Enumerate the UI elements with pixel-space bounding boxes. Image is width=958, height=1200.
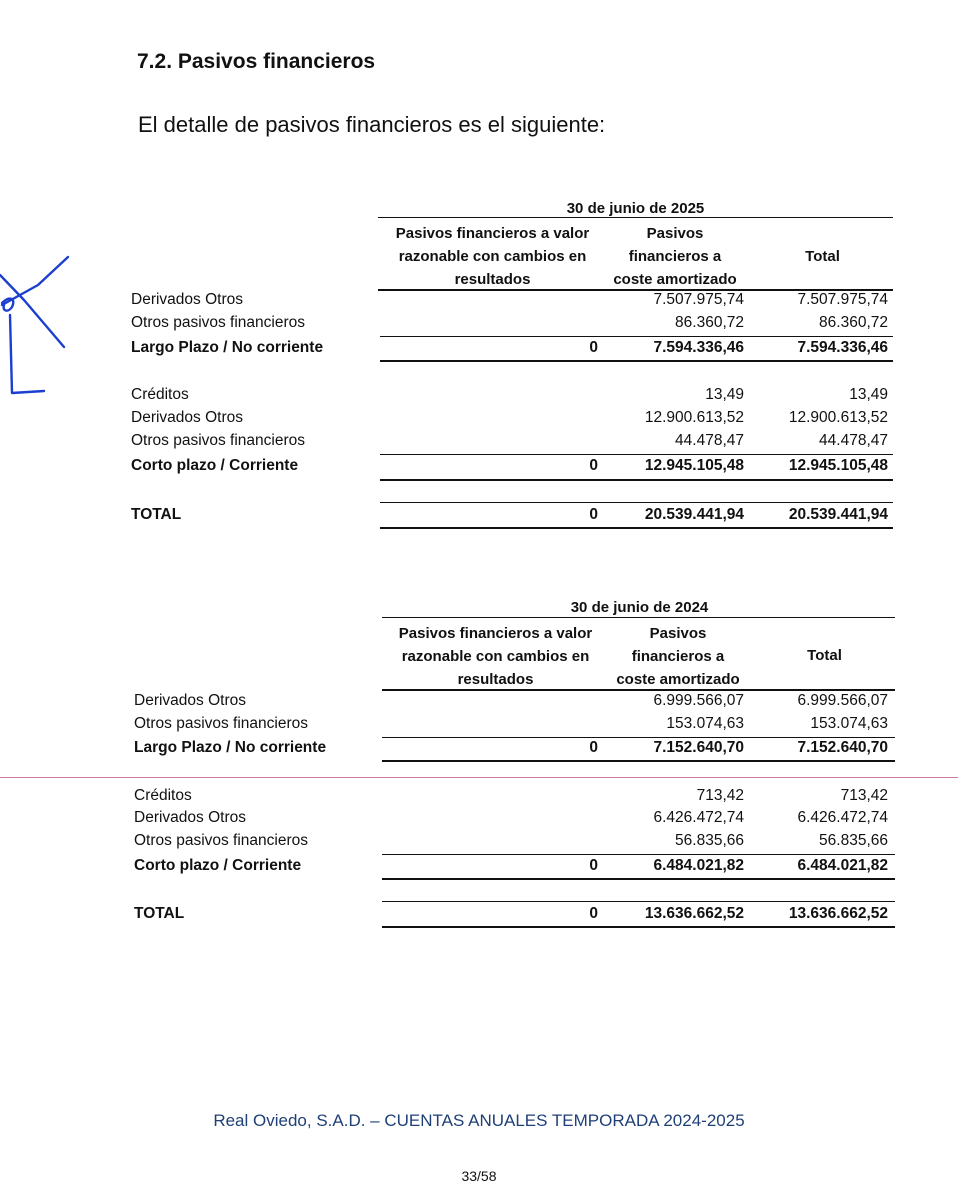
table-row-subtotal: Corto plazo / Corriente 0 12.945.105,48 12.945.105,48: [131, 457, 888, 474]
table-row: Otros pasivos financieros 44.478,47 44.478,47: [131, 432, 888, 449]
table-row: Créditos 13,49 13,49: [131, 386, 888, 403]
col-header-amortized: Pasivos financieros a coste amortizado: [616, 625, 740, 688]
page-divider: [0, 777, 958, 778]
table-row-subtotal: Corto plazo / Corriente 0 6.484.021,82 6.484.021,82: [134, 857, 888, 874]
table-row: Derivados Otros 12.900.613,52 12.900.613,52: [131, 409, 888, 426]
table-row: Derivados Otros 7.507.975,74 7.507.975,74: [131, 291, 888, 308]
table-row: Créditos 713,42 713,42: [134, 787, 888, 804]
col-header-total: Total: [805, 248, 840, 265]
section-heading: 7.2. Pasivos financieros: [137, 50, 376, 73]
table-row-subtotal: Largo Plazo / No corriente 0 7.594.336,46 7.594.336,46: [131, 339, 888, 356]
document-footer: Real Oviedo, S.A.D. – CUENTAS ANUALES TEMPORADA 2024-2025: [213, 1111, 745, 1130]
table-row-subtotal: Largo Plazo / No corriente 0 7.152.640,70 7.152.640,70: [134, 739, 888, 756]
col-header-fair-value: Pasivos financieros a valor razonable con cambios en resultados: [398, 625, 593, 688]
table-row: Otros pasivos financieros 153.074,63 153.074,63: [134, 715, 888, 732]
page-number: 33/58: [461, 1168, 497, 1184]
table-row-total: TOTAL 0 13.636.662,52 13.636.662,52: [134, 905, 888, 922]
intro-text: El detalle de pasivos financieros es el siguiente:: [138, 112, 606, 137]
col-header-fair-value: Pasivos financieros a valor razonable con cambios en resultados: [395, 225, 590, 288]
table-period: 30 de junio de 2024: [570, 599, 709, 616]
table-period: 30 de junio de 2025: [566, 200, 705, 217]
table-row: Otros pasivos financieros 86.360,72 86.360,72: [131, 314, 888, 331]
table-row-total: TOTAL 0 20.539.441,94 20.539.441,94: [131, 506, 888, 523]
col-header-amortized: Pasivos financieros a coste amortizado: [613, 225, 737, 288]
table-row: Derivados Otros 6.426.472,74 6.426.472,74: [134, 809, 888, 826]
table-row: Derivados Otros 6.999.566,07 6.999.566,07: [134, 692, 888, 709]
table-row: Otros pasivos financieros 56.835,66 56.835,66: [134, 832, 888, 849]
col-header-total: Total: [807, 647, 842, 664]
